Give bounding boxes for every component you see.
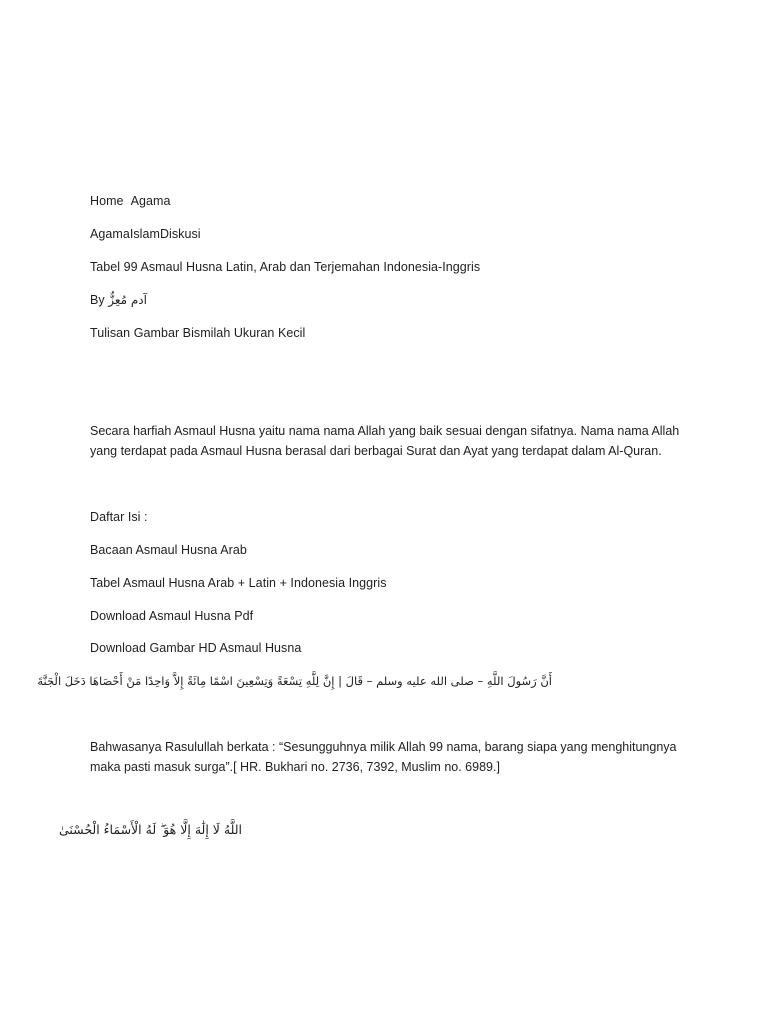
toc-item-download-pdf[interactable]: Download Asmaul Husna Pdf (90, 609, 254, 623)
image-caption: Tulisan Gambar Bismilah Ukuran Kecil (90, 326, 306, 340)
verse-arabic-text: اللَّهُ لَا إِلَٰهَ إِلَّا هُوَ ۖ لَهُ الْأَسْمَاءُ الْحُسْنَىٰ (58, 822, 242, 837)
byline (90, 290, 147, 310)
toc-item-bacaan[interactable]: Bacaan Asmaul Husna Arab (90, 543, 247, 557)
intro-paragraph: Secara harfiah Asmaul Husna yaitu nama nama Allah yang baik sesuai dengan sifatnya. Nama nama Allah yang terdapat pada Asmaul Husna berasal dari berbagai Surat dan Ayat yang terdapat dalam Al-Quran. (90, 424, 680, 458)
hadith-translation: Bahwasanya Rasulullah berkata : “Sesungguhnya milik Allah 99 nama, barang siapa yang menghitungnya maka pasti masuk surga”.[ HR. Bukhari no. 2736, 7392, Muslim no. 6989.] (90, 740, 677, 774)
toc-item-tabel[interactable]: Tabel Asmaul Husna Arab + Latin + Indonesia Inggris (90, 576, 387, 590)
author-name[interactable]: آدم مُعِزٌّ (108, 293, 147, 307)
breadcrumb-home-link[interactable]: Home (90, 194, 124, 208)
byline-prefix: By (90, 293, 105, 307)
breadcrumb (90, 191, 170, 211)
hadith-arabic-text: أَنَّ رَسُولَ اللَّهِ – صلى الله عليه وسلم – قَالَ | إِنَّ لِلَّهِ تِسْعَةً وَتِسْعِينَ اسْمًا مِائَةً إِلاَّ وَاحِدًا مَنْ أَحْصَاهَا دَخَلَ الْجَنَّةَ (37, 674, 552, 688)
toc-heading: Daftar Isi : (90, 510, 148, 524)
toc-item-download-gambar[interactable]: Download Gambar HD Asmaul Husna (90, 641, 302, 655)
category-tags[interactable]: AgamaIslamDiskusi (90, 227, 201, 241)
article-title: Tabel 99 Asmaul Husna Latin, Arab dan Terjemahan Indonesia-Inggris (90, 260, 481, 274)
breadcrumb-category-link[interactable]: Agama (130, 194, 171, 208)
